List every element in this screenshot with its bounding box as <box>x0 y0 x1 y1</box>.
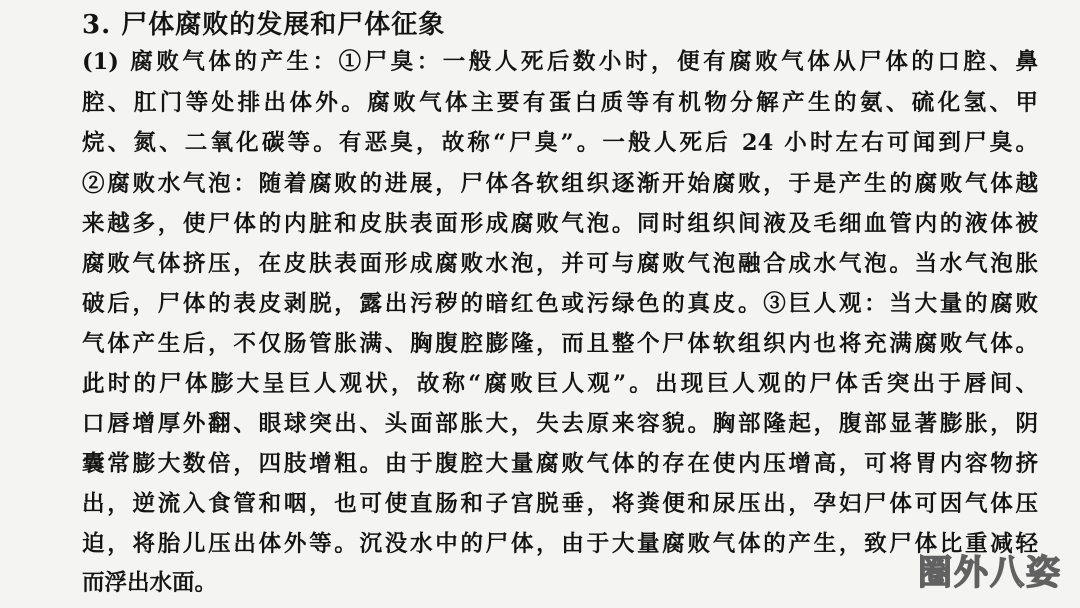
paragraph-line: 来越多，使尸体的内脏和皮肤表面形成腐败气泡。同时组织间液及毛细血管内的液体被 <box>82 211 1038 237</box>
paragraph-line: 囊常膨大数倍，四肢增粗。由于腹腔大量腐败气体的存在使内压增高，可将胃内容物挤 <box>82 451 1038 477</box>
paragraph-line: ②腐败水气泡：随着腐败的进展，尸体各软组织逐渐开始腐败，于是产生的腐败气体越 <box>82 171 1038 197</box>
paragraph-line: (1) 腐败气体的产生：①尸臭：一般人死后数小时，便有腐败气体从尸体的口腔、鼻 <box>82 49 1038 75</box>
paragraph-line: 破后，尸体的表皮剥脱，露出污秽的暗红色或污绿色的真皮。③巨人观：当大量的腐败 <box>82 291 1038 317</box>
paragraph-line: 烷、氮、二氧化碳等。有恶臭，故称“尸臭”。一般人死后 24 小时左右可闻到尸臭。 <box>82 130 1038 156</box>
paragraph-line: 腐败气体挤压，在皮肤表面形成腐败水泡，并可与腐败气泡融合成水气泡。当水气泡胀 <box>82 251 1038 277</box>
paragraph-line: 口唇增厚外翻、眼球突出、头面部胀大，失去原来容貌。胸部隆起，腹部显著膨胀，阴 <box>82 411 1038 437</box>
paragraph-line: 出，逆流入食管和咽，也可使直肠和子宫脱垂，将粪便和尿压出，孕妇尸体可因气体压 <box>82 491 1038 517</box>
paragraph-line: 此时的尸体膨大呈巨人观状，故称“腐败巨人观”。出现巨人观的尸体舌突出于唇间、 <box>82 371 1038 397</box>
paragraph-line: 迫，将胎儿压出体外等。沉没水中的尸体，由于大量腐败气体的产生，致尸体比重减轻 <box>82 531 1038 557</box>
paragraph-line: 而浮出水面。 <box>82 570 218 596</box>
section-heading: 3. 尸体腐败的发展和尸体征象 <box>82 10 446 40</box>
paragraph-line: 腔、肛门等处排出体外。腐败气体主要有蛋白质等有机物分解产生的氨、硫化氢、甲 <box>82 90 1038 116</box>
paragraph-line: 气体产生后，不仅肠管胀满、胸腹腔膨隆，而且整个尸体软组织内也将充满腐败气体。 <box>82 331 1038 357</box>
watermark-logo: 圈外八姿 <box>918 553 1062 593</box>
